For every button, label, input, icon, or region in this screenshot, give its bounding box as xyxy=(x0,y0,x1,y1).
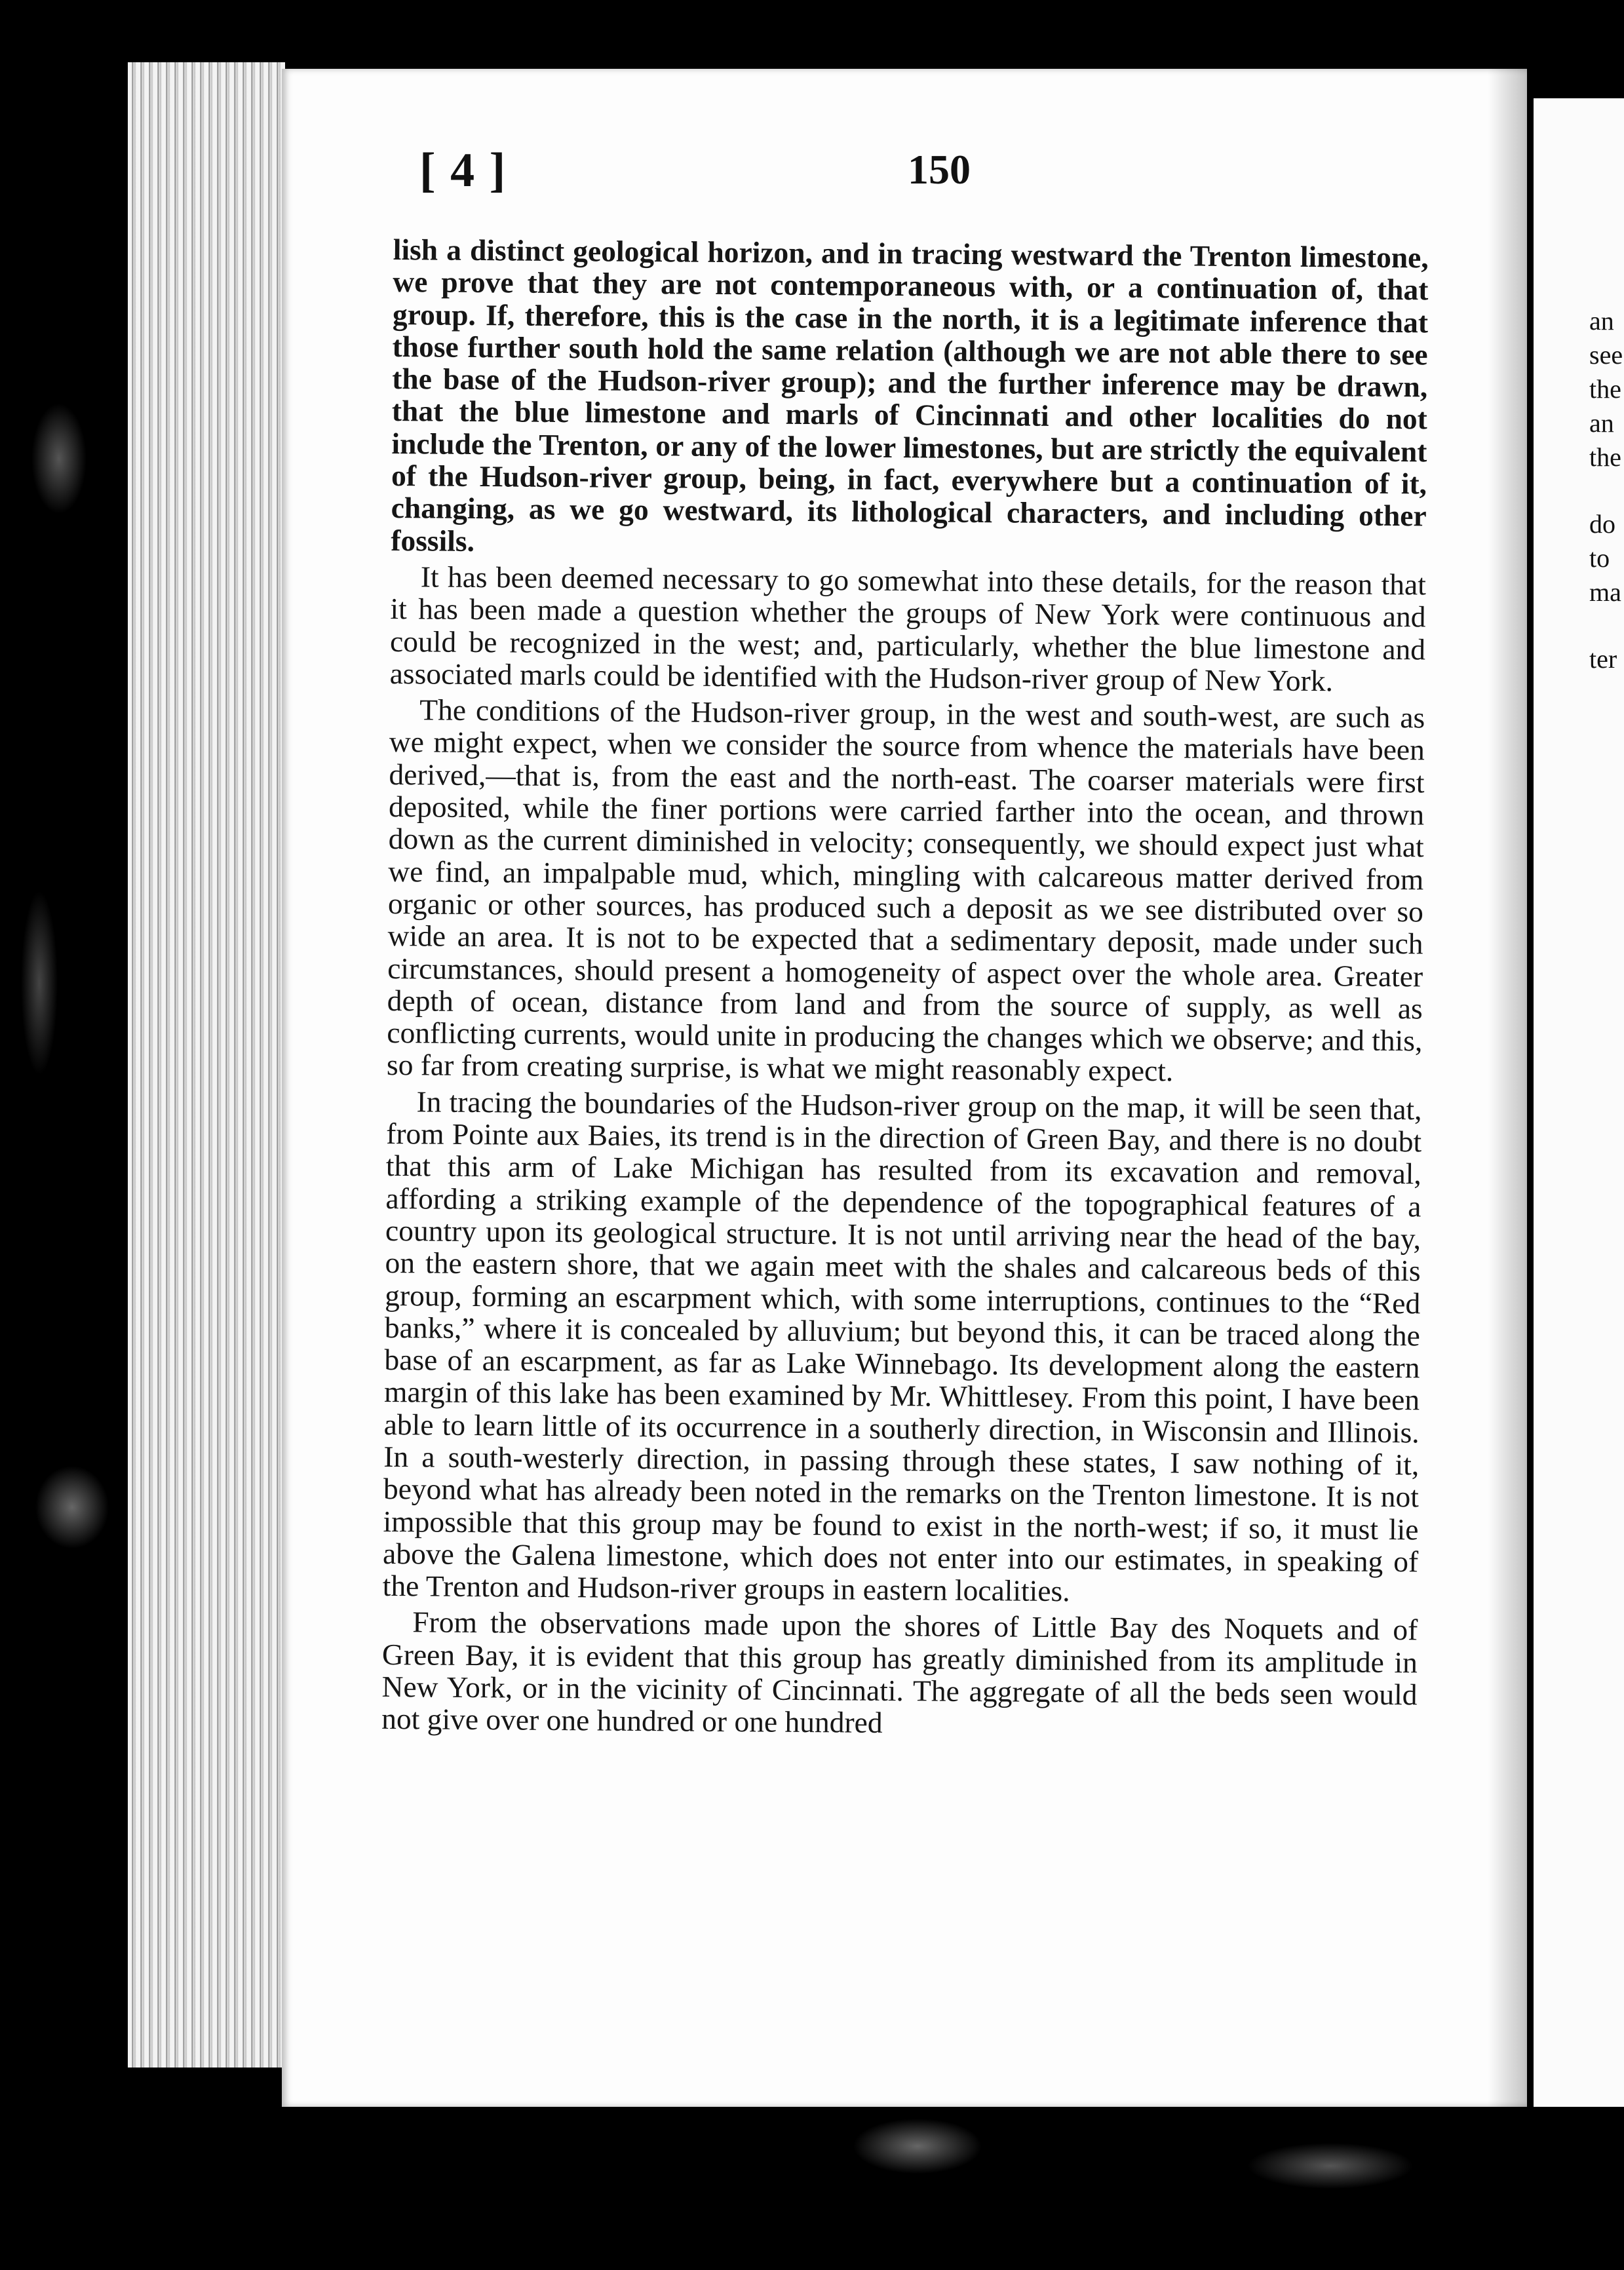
paragraph: From the observations made upon the shores of Little Bay des Noquets and of Green Bay, it is evident that this group has greatly diminished from its amplitude in New York, or in the vicinity of Cincinnati. The aggregate of all the beds seen would not give over one hundred or one hundred xyxy=(381,1605,1418,1740)
paragraph: In tracing the boundaries of the Hudson-river group on the map, it will be seen that, from Pointe aux Baies, its trend is in the direction of Green Bay, and there is no doubt that this arm of Lake Michigan has resulted from its excavation and removal, affording a striking example of the dependence of the topographical features of a country upon its geological structure. It is not until arriving near the head of the bay, on the eastern shore, that we again meet with the shales and calcareous beds of this group, forming an escarpment which, with some interruptions, continues to the “Red banks,” where it is concealed by alluvium; but beyond this, it can be traced along the base of an escarpment, as far as Lake Winnebago. Its development along the eastern margin of this lake has been examined by Mr. Whittlesey. From this point, I have been able to learn little of its occurrence in a southerly direction, in Wisconsin and Illinois. In a south-westerly direction, in passing through these states, I saw nothing of it, beyond what has already been noted in the remarks on the Trenton limestone. It is not impossible that this group may be found to exist in the north-west; if so, it must lie above the Galena limestone, which does not enter into our estimates, in speaking of the Trenton and Hudson-river groups in eastern localities. xyxy=(382,1085,1422,1608)
paragraph: It has been deemed necessary to go somewhat into these details, for the reason that it has been made a question whether the groups of New York were continuous and could be recognized in the west; and, particularly, whether the blue limestone and associated marls could be identified with the Hudson-river group of New York. xyxy=(389,560,1427,698)
facing-page-fragment: ma xyxy=(1589,577,1621,607)
facing-page-fragment: an xyxy=(1589,408,1614,438)
facing-page xyxy=(1534,98,1624,2117)
facing-page-fragment: an xyxy=(1589,306,1614,336)
section-label: [ 4 ] xyxy=(419,144,507,197)
facing-page-fragment: the xyxy=(1589,374,1621,404)
facing-page-fragment: the xyxy=(1589,442,1621,472)
book-page-edges xyxy=(128,62,285,2068)
facing-page-fragment: to xyxy=(1589,543,1610,573)
paragraph: lish a distinct geological horizon, and in tracing westward the Trenton limestone, we prove that they are not contemporaneous with, or a continuation of, that group. If, therefore, this is the case in the north, it is a legitimate inference that those further south hold the same relation (although we are not able there to see the base of the Hudson-river group); and the further inference may be drawn, that the blue limestone and marls of Cincinnati and other localities do not include the Trenton, or any of the lower limestones, but are strictly the equivalent of the Hudson-river group, being, in fact, everywhere but a continuation of it, changing, as we go westward, its lithological characters, and including other fossils. xyxy=(391,233,1429,558)
body-text xyxy=(381,233,1429,1747)
facing-page-fragment: do xyxy=(1589,509,1615,539)
paragraph: The conditions of the Hudson-river group, in the west and south-west, are such as we might expect, when we consider the source from whence the materials have been derived,—that is, from the east and the north-east. The coarser materials were first deposited, while the finer portions were carried farther into the ocean, and thrown down as the current diminished in velocity; consequently, we should expect just what we find, an impalpable mud, which, mingling with calcareous matter derived from organic or other sources, has produced such a deposit as we see distributed over so wide an area. It is not to be expected that a sedimentary deposit, made under such circumstances, should present a homogeneity of aspect over the whole area. Greater depth of ocean, distance from land and from the source of supply, as well as conflicting currents, would unite in producing the changes which we observe; and this, so far from creating surprise, is what we might reasonably expect. xyxy=(386,693,1425,1088)
page-number: 150 xyxy=(908,146,971,193)
scan-margin-bottom xyxy=(282,2107,1624,2270)
facing-page-fragment: see xyxy=(1589,340,1623,370)
facing-page-fragment: ter xyxy=(1589,644,1617,674)
scan-margin-left xyxy=(0,0,131,2270)
